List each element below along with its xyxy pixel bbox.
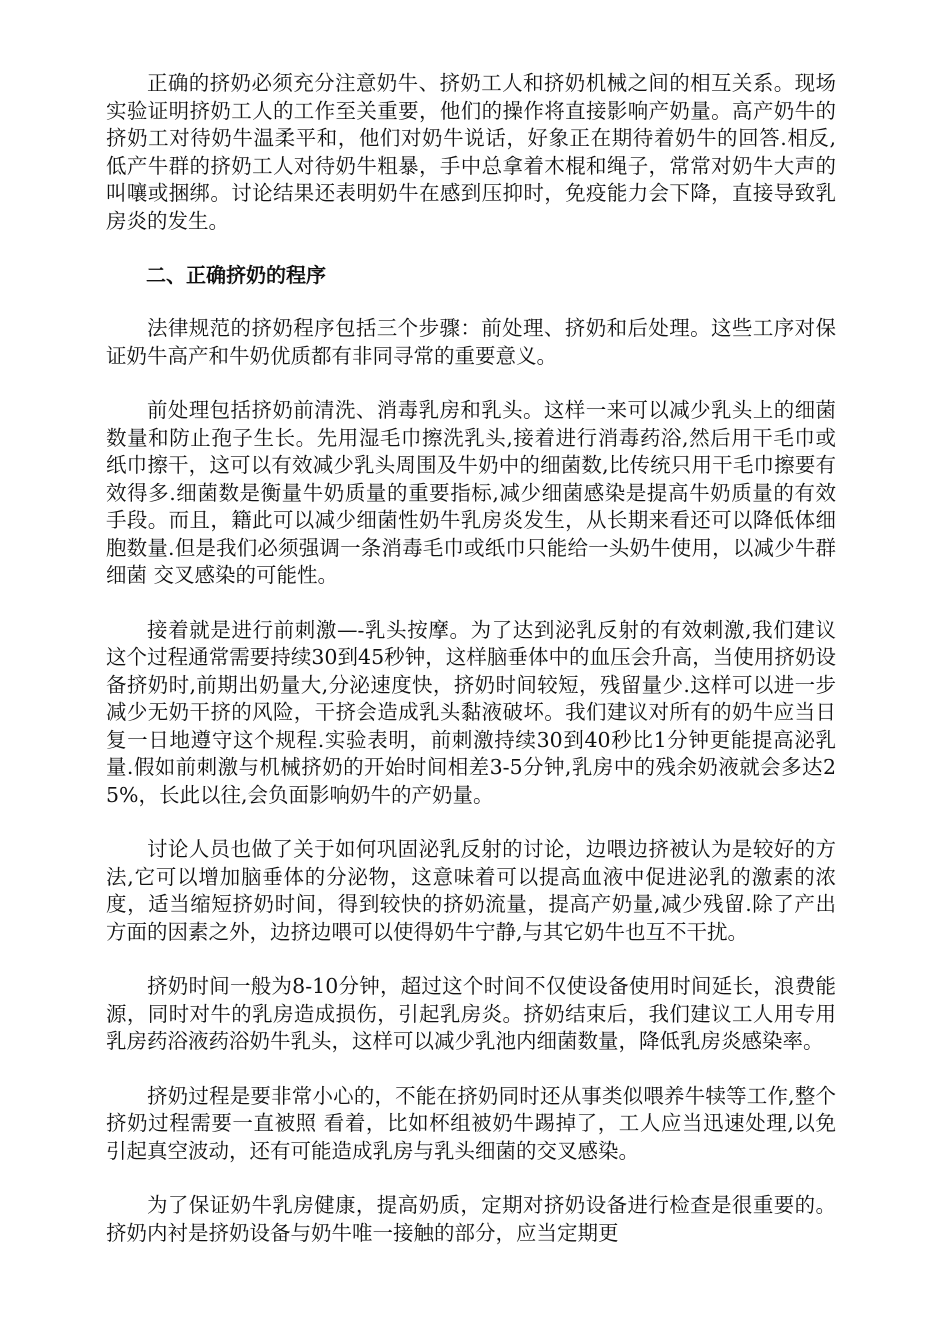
section-heading-milking-procedure: 二、正确挤奶的程序 [146, 263, 326, 287]
paragraph-reflex-discussion: 讨论人员也做了关于如何巩固泌乳反射的讨论，边喂边挤被认为是较好的方法,它可以增加脑垂体的分泌物，这意味着可以提高血液中促进泌乳的激素的浓度，适当缩短挤奶时间，得到较快的挤奶流量，提高产奶量,减少残留.除了产出方面的因素之外，边挤边喂可以使得奶牛宁静,与其它奶牛也互不干扰。 [106, 837, 836, 944]
paragraph-milking-care: 挤奶过程是要非常小心的，不能在挤奶同时还从事类似喂养牛犊等工作,整个挤奶过程需要一直被照 看着，比如杯组被奶牛踢掉了，工人应当迅速处理,以免引起真空波动，还有可能造成乳房与乳头细菌的交叉感染。 [106, 1083, 836, 1163]
paragraph-pre-stimulation: 接着就是进行前刺激—-乳头按摩。为了达到泌乳反射的有效刺激,我们建议这个过程通常需要持续30到45秒钟，这样脑垂体中的血压会升高，当使用挤奶设备挤奶时,前期出奶量大,分泌速度快，挤奶时间较短，残留量少.这样可以进一步减少无奶干挤的风险，干挤会造成乳头黏液破坏。我们建议对所有的奶牛应当日复一日地遵守这个规程.实验表明，前刺激持续30到40秒比1分钟更能提高泌乳量.假如前刺激与机械挤奶的开始时间相差3-5分钟,乳房中的残余奶液就会多达25%，长此以往,会负面影响奶牛的产奶量。 [106, 617, 836, 807]
paragraph-equipment-check: 为了保证奶牛乳房健康，提高奶质，定期对挤奶设备进行检查是很重要的。 挤奶内衬是挤奶设备与奶牛唯一接触的部分，应当定期更 [106, 1193, 836, 1245]
paragraph-pre-treatment: 前处理包括挤奶前清洗、消毒乳房和乳头。这样一来可以减少乳头上的细菌数量和防止孢子生长。先用湿毛巾擦洗乳头,接着进行消毒药浴,然后用干毛巾或纸巾擦干，这可以有效减少乳头周围及牛奶中的细菌数,比传统只用干毛巾擦要有效得多.细菌数是衡量牛奶质量的重要指标,减少细菌感染是提高牛奶质量的有效手段。而且，籍此可以减少细菌性奶牛乳房炎发生，从长期来看还可以降低体细胞数量.但是我们必须强调一条消毒毛巾或纸巾只能给一头奶牛使用，以减少牛群细菌 交叉感染的可能性。 [106, 398, 836, 587]
paragraph-milking-relationship: 正确的挤奶必须充分注意奶牛、挤奶工人和挤奶机械之间的相互关系。现场实验证明挤奶工人的工作至关重要，他们的操作将直接影响产奶量。高产奶牛的挤奶工对待奶牛温柔平和，他们对奶牛说话，好象正在期待着奶牛的回答.相反,低产牛群的挤奶工人对待奶牛粗暴，手中总拿着木棍和绳子，常常对奶牛大声的叫嚷或捆绑。讨论结果还表明奶牛在感到压抑时，免疫能力会下降，直接导致乳房炎的发生。 [106, 71, 836, 233]
paragraph-milking-time: 挤奶时间一般为8-10分钟，超过这个时间不仅使设备使用时间延长，浪费能源，同时对牛的乳房造成损伤，引起乳房炎。挤奶结束后，我们建议工人用专用乳房药浴液药浴奶牛乳头，这样可以减少乳池内细菌数量，降低乳房炎感染率。 [106, 974, 836, 1053]
paragraph-three-steps: 法律规范的挤奶程序包括三个步骤：前处理、挤奶和后处理。这些工序对保证奶牛高产和牛奶优质都有非同寻常的重要意义。 [106, 316, 836, 368]
document-body [106, 70, 836, 1274]
